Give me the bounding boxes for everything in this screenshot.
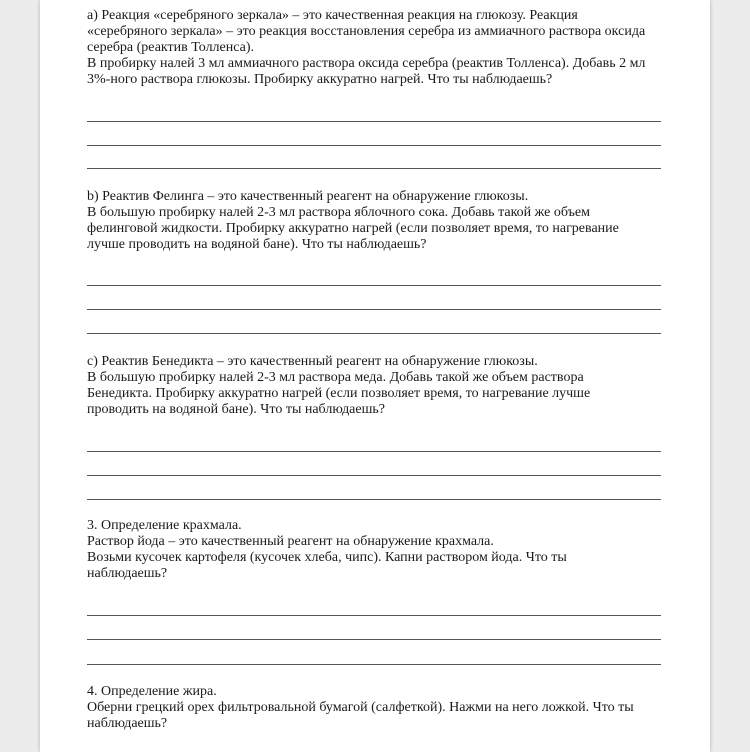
answer-line[interactable]	[87, 309, 661, 310]
answer-line[interactable]	[87, 285, 661, 286]
text-line: проводить на водяной бане). Что ты наблюдаешь?	[87, 402, 385, 417]
text-line: В большую пробирку налей 2-3 мл раствора яблочного сока. Добавь такой же объем	[87, 205, 590, 220]
section-3-text	[87, 518, 667, 582]
text-line: В пробирку налей 3 мл аммиачного раствора оксида серебра (реактив Толленса). Добавь 2 мл	[87, 56, 646, 71]
section-b-text	[87, 189, 667, 253]
text-line: b) Реактив Фелинга – это качественный реагент на обнаружение глюкозы.	[87, 189, 529, 204]
answer-line[interactable]	[87, 664, 661, 665]
text-line: лучше проводить на водяной бане). Что ты наблюдаешь?	[87, 237, 427, 252]
answer-line[interactable]	[87, 451, 661, 452]
section-c-text	[87, 354, 667, 418]
text-line: 4. Определение жира.	[87, 684, 217, 699]
text-line: наблюдаешь?	[87, 716, 168, 731]
text-line: В большую пробирку налей 2-3 мл раствора меда. Добавь такой же объем раствора	[87, 370, 584, 385]
text-line: a) Реакция «серебряного зеркала» – это качественная реакция на глюкозу. Реакция	[87, 8, 578, 23]
answer-line[interactable]	[87, 639, 661, 640]
section-4-text	[87, 684, 667, 732]
answer-line[interactable]	[87, 475, 661, 476]
text-line: Оберни грецкий орех фильтровальной бумагой (салфеткой). Нажми на него ложкой. Что ты	[87, 700, 634, 715]
text-line: Раствор йода – это качественный реагент на обнаружение крахмала.	[87, 534, 494, 549]
text-line: фелинговой жидкости. Пробирку аккуратно нагрей (если позволяет время, то нагревание	[87, 221, 619, 236]
text-line: серебра (реактив Толленса).	[87, 40, 255, 55]
text-line: Бенедикта. Пробирку аккуратно нагрей (если позволяет время, то нагревание лучше	[87, 386, 591, 401]
answer-line[interactable]	[87, 121, 661, 122]
text-line: наблюдаешь?	[87, 566, 168, 581]
answer-line[interactable]	[87, 615, 661, 616]
text-line: 3%-ного раствора глюкозы. Пробирку аккуратно нагрей. Что ты наблюдаешь?	[87, 72, 553, 87]
answer-line[interactable]	[87, 333, 661, 334]
answer-line[interactable]	[87, 145, 661, 146]
section-a-text	[87, 8, 667, 88]
answer-line[interactable]	[87, 499, 661, 500]
text-line: 3. Определение крахмала.	[87, 518, 242, 533]
text-line: Возьми кусочек картофеля (кусочек хлеба, чипс). Капни раствором йода. Что ты	[87, 550, 567, 565]
answer-line[interactable]	[87, 168, 661, 169]
text-line: c) Реактив Бенедикта – это качественный реагент на обнаружение глюкозы.	[87, 354, 538, 369]
text-line: «серебряного зеркала» – это реакция восстановления серебра из аммиачного раствора оксида	[87, 24, 646, 39]
worksheet-page	[40, 0, 710, 752]
